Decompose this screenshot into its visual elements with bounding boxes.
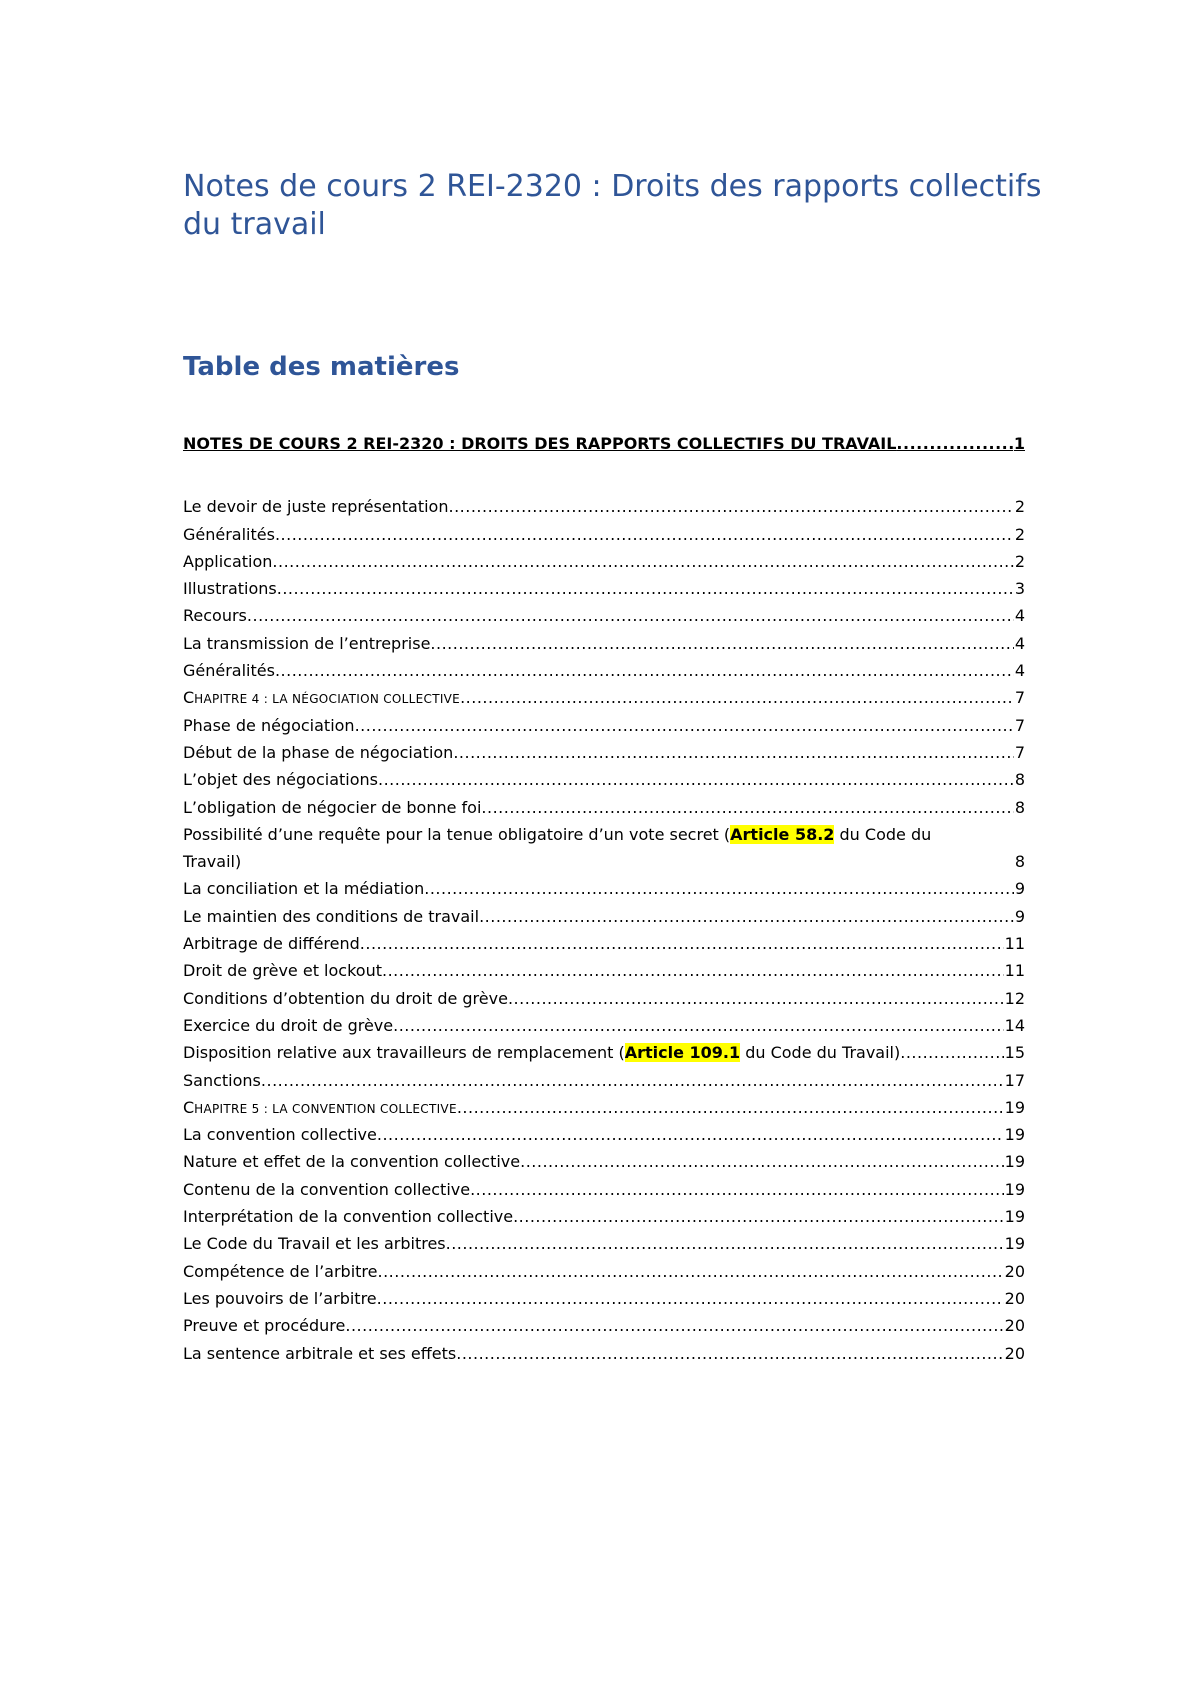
toc-entry[interactable] <box>183 1285 1025 1312</box>
toc-leader-dots <box>261 1067 1004 1094</box>
toc-heading: Table des matières <box>183 352 460 382</box>
toc-entry-page: 19 <box>1004 1152 1025 1172</box>
toc-entry-page: 8 <box>1014 852 1025 872</box>
toc-entry-page: 19 <box>1004 1207 1025 1227</box>
toc-entry[interactable] <box>183 521 1025 548</box>
highlighted-article: Article 58.2 <box>730 824 835 844</box>
toc-entry[interactable] <box>183 794 1025 821</box>
toc-leader-dots <box>460 684 1014 711</box>
toc-entry[interactable] <box>183 875 1025 902</box>
toc-entry[interactable] <box>183 903 1025 930</box>
toc-entry[interactable] <box>183 630 1025 657</box>
toc-leader-dots <box>382 957 1004 984</box>
toc-leader-dots <box>247 602 1014 629</box>
toc-leader-dots <box>345 1312 1003 1339</box>
toc-leader-dots <box>377 1121 1004 1148</box>
toc-entry[interactable] <box>183 1012 1025 1039</box>
toc-leader-dots <box>508 985 1004 1012</box>
toc-entry-label: Généralités <box>183 661 275 681</box>
toc-entry-page: 17 <box>1004 1070 1025 1090</box>
toc-entry[interactable] <box>183 548 1025 575</box>
toc-entry-label: Recours <box>183 606 247 626</box>
toc-entry-page: 8 <box>1014 770 1025 790</box>
toc-leader-dots <box>448 493 1013 520</box>
toc-entry-label: Illustrations <box>183 579 277 599</box>
toc-entry-label: La convention collective <box>183 1125 377 1145</box>
toc-entry-page: 7 <box>1014 688 1025 708</box>
toc-entry[interactable] <box>183 575 1025 602</box>
toc-entry[interactable] <box>183 930 1025 957</box>
toc-entry-wrapped[interactable] <box>183 821 1025 876</box>
toc-leader-dots <box>456 1340 1003 1367</box>
document-title: Notes de cours 2 REI-2320 : Droits des rapports collectifs du travail <box>183 169 1042 242</box>
highlighted-article: Article 109.1 <box>624 1043 741 1063</box>
toc-entry-label: CHAPITRE 4 : LA NÉGOCIATION COLLECTIVE <box>183 688 461 708</box>
toc-entry-page: 4 <box>1014 661 1025 681</box>
toc-leader-dots <box>896 430 1012 457</box>
toc-entry[interactable] <box>183 1258 1025 1285</box>
toc-entry-page: 2 <box>1014 551 1025 571</box>
toc-entry-label: Début de la phase de négociation <box>183 742 454 762</box>
toc-entry-page: 4 <box>1014 606 1025 626</box>
toc-entry[interactable] <box>183 957 1025 984</box>
toc-entry-page: 20 <box>1004 1261 1025 1281</box>
toc-entry-page: 12 <box>1004 988 1025 1008</box>
toc-entry-page: 19 <box>1004 1097 1025 1117</box>
toc-leader-dots <box>277 575 1014 602</box>
toc-entry-label: Droit de grève et lockout <box>183 961 382 981</box>
toc-entry-page: 20 <box>1004 1343 1025 1363</box>
toc-entry[interactable] <box>183 739 1025 766</box>
toc-leader-dots <box>900 1039 1003 1066</box>
toc-leader-dots <box>393 1012 1004 1039</box>
toc-entry-label: Disposition relative aux travailleurs de remplacement (Article 109.1 du Code du Travail) <box>183 1043 901 1063</box>
toc-entry-label-continued: Travail) <box>183 852 242 872</box>
toc-entry-page: 11 <box>1004 934 1025 954</box>
toc-entry[interactable] <box>183 766 1025 793</box>
toc-leader-dots <box>424 875 1014 902</box>
toc-entry-page: 8 <box>1014 797 1025 817</box>
toc-entry-label: L’obligation de négocier de bonne foi <box>183 797 482 817</box>
toc-entry[interactable] <box>183 1203 1025 1230</box>
table-of-contents <box>183 430 1025 1367</box>
toc-entry-label: Le devoir de juste représentation <box>183 497 449 517</box>
toc-entry-label: Application <box>183 551 273 571</box>
toc-leader-dots <box>360 930 1004 957</box>
toc-entry-page: 11 <box>1004 961 1025 981</box>
toc-leader-dots <box>457 1094 1004 1121</box>
toc-entry[interactable] <box>183 1121 1025 1148</box>
toc-entry-label: L’objet des négociations <box>183 770 378 790</box>
toc-leader-dots <box>355 712 1014 739</box>
toc-entry[interactable] <box>183 985 1025 1012</box>
toc-entry[interactable] <box>183 1312 1025 1339</box>
toc-entry-page: 7 <box>1014 715 1025 735</box>
toc-leader-dots <box>470 1176 1004 1203</box>
toc-leader-dots <box>481 794 1013 821</box>
toc-entry-page: 2 <box>1014 524 1025 544</box>
toc-entry-label: Généralités <box>183 524 275 544</box>
toc-leader-dots <box>272 548 1013 575</box>
toc-entry-label: Conditions d’obtention du droit de grève <box>183 988 508 1008</box>
toc-leader-dots <box>520 1148 1004 1175</box>
toc-entry-label: Exercice du droit de grève <box>183 1015 394 1035</box>
toc-entry-label: Preuve et procédure <box>183 1316 346 1336</box>
toc-entry[interactable] <box>183 1039 1025 1066</box>
toc-entry-label: Contenu de la convention collective <box>183 1179 471 1199</box>
toc-entry[interactable] <box>183 1176 1025 1203</box>
toc-entry-label: Les pouvoirs de l’arbitre <box>183 1288 377 1308</box>
toc-entry-label: Compétence de l’arbitre <box>183 1261 378 1281</box>
toc-entry-page: 2 <box>1014 497 1025 517</box>
toc-leader-dots <box>377 1258 1003 1285</box>
toc-leader-dots <box>479 903 1014 930</box>
toc-entry-chapter-4[interactable] <box>183 684 1025 711</box>
toc-entry-page: 14 <box>1004 1015 1025 1035</box>
toc-entry-page: 19 <box>1004 1234 1025 1254</box>
toc-entry-label: La conciliation et la médiation <box>183 879 425 899</box>
toc-entry[interactable] <box>183 1340 1025 1367</box>
toc-leader-dots <box>378 766 1014 793</box>
toc-entry-page: 4 <box>1014 633 1025 653</box>
toc-entry-page: 9 <box>1014 879 1025 899</box>
toc-entry-top[interactable] <box>183 430 1025 457</box>
toc-entry-page: 20 <box>1004 1288 1025 1308</box>
toc-entry-label: Interprétation de la convention collective <box>183 1207 514 1227</box>
toc-entry-label: La transmission de l’entreprise <box>183 633 431 653</box>
toc-entry-label: Le maintien des conditions de travail <box>183 906 480 926</box>
toc-entry[interactable] <box>183 657 1025 684</box>
toc-entry-page: 20 <box>1004 1316 1025 1336</box>
toc-entry[interactable] <box>183 1230 1025 1257</box>
toc-leader-dots <box>430 630 1013 657</box>
toc-leader-dots <box>453 739 1013 766</box>
toc-leader-dots <box>275 521 1014 548</box>
toc-entry-page: 3 <box>1014 579 1025 599</box>
toc-entry-label: La sentence arbitrale et ses effets <box>183 1343 457 1363</box>
toc-entry-label: Arbitrage de différend <box>183 934 360 954</box>
toc-entry[interactable] <box>183 1067 1025 1094</box>
toc-entry-label: Phase de négociation <box>183 715 355 735</box>
toc-entry-label: Possibilité d’une requête pour la tenue obligatoire d’un vote secret (Article 58.2 du Code du <box>183 824 932 844</box>
toc-entry-page: 7 <box>1014 742 1025 762</box>
toc-leader-dots <box>377 1285 1004 1312</box>
toc-entry-page: 9 <box>1014 906 1025 926</box>
toc-entry[interactable] <box>183 1148 1025 1175</box>
toc-entry-label: Le Code du Travail et les arbitres <box>183 1234 446 1254</box>
toc-entry-page: 1 <box>1013 434 1025 453</box>
toc-leader-dots <box>275 657 1014 684</box>
toc-entry-label: CHAPITRE 5 : LA CONVENTION COLLECTIVE <box>183 1097 457 1117</box>
toc-entry-chapter-5[interactable] <box>183 1094 1025 1121</box>
toc-entry-page: 15 <box>1004 1043 1025 1063</box>
toc-entry[interactable] <box>183 602 1025 629</box>
toc-entry[interactable] <box>183 493 1025 520</box>
toc-entry-label: Sanctions <box>183 1070 261 1090</box>
toc-entry-page: 19 <box>1004 1179 1025 1199</box>
toc-entry-label: NOTES DE COURS 2 REI-2320 : DROITS DES RAPPORTS COLLECTIFS DU TRAVAIL <box>183 434 897 453</box>
toc-leader-dots <box>513 1203 1004 1230</box>
toc-entry-label: Nature et effet de la convention collective <box>183 1152 521 1172</box>
toc-entry-page: 19 <box>1004 1125 1025 1145</box>
toc-entry[interactable] <box>183 712 1025 739</box>
toc-leader-dots <box>446 1230 1004 1257</box>
